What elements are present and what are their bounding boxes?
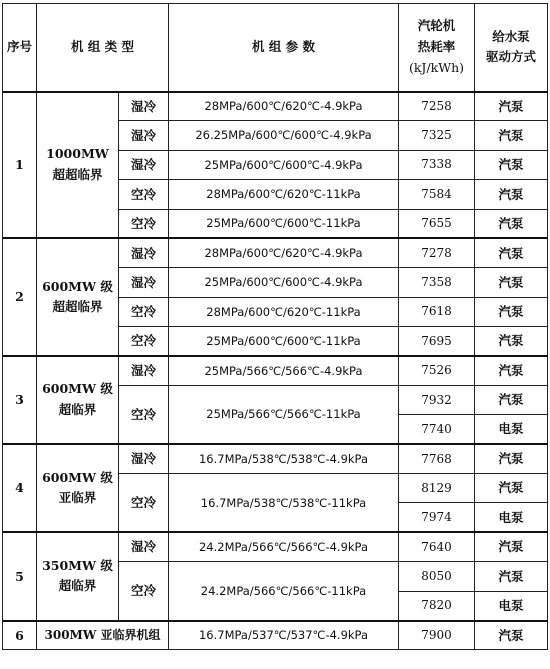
unit-type-line2: 超临界 (58, 402, 97, 418)
pump-drive: 电泵 (475, 415, 548, 444)
header-no: 序号 (3, 4, 37, 92)
pump-drive: 汽泵 (475, 238, 548, 267)
unit-type-line1: 350MW 级 (42, 557, 113, 573)
unit-type-line1: 600MW 级 (42, 381, 113, 397)
pump-drive: 汽泵 (475, 92, 548, 121)
unit-type-line2: 超超临界 (52, 166, 103, 182)
header-heat-rate (399, 4, 475, 92)
group-number: 3 (3, 356, 37, 444)
header-heat-rate-line3: (kJ/kWh) (408, 59, 465, 75)
table-row (3, 356, 548, 385)
unit-params: 28MPa/600℃/620℃-11kPa (169, 180, 399, 209)
pump-drive: 汽泵 (475, 268, 548, 297)
cooling-type: 湿冷 (119, 444, 169, 473)
heat-rate: 8129 (399, 474, 475, 503)
unit-type-line2: 超临界 (58, 578, 97, 594)
pump-drive: 汽泵 (475, 209, 548, 238)
header-unit-type: 机 组 类 型 (37, 4, 169, 92)
unit-type-line2: 超超临界 (52, 299, 103, 315)
heat-rate: 7820 (399, 591, 475, 620)
header-heat-rate-line2: 热耗率 (417, 38, 456, 54)
pump-drive: 汽泵 (475, 444, 548, 473)
group-number: 6 (3, 621, 37, 650)
unit-parameters-table (2, 3, 548, 650)
heat-rate: 7740 (399, 415, 475, 444)
cooling-type: 空冷 (119, 180, 169, 209)
pump-drive: 汽泵 (475, 385, 548, 414)
unit-type-cell (37, 444, 119, 532)
table-row (3, 444, 548, 473)
group-number: 1 (3, 92, 37, 239)
cooling-type: 空冷 (119, 297, 169, 326)
unit-params: 25MPa/600℃/600℃-11kPa (169, 327, 399, 356)
header-pump (475, 4, 548, 92)
table-row (3, 532, 548, 561)
heat-rate: 7358 (399, 268, 475, 297)
heat-rate: 7584 (399, 180, 475, 209)
cooling-type: 空冷 (119, 562, 169, 621)
header-pump-line1: 给水泵 (492, 28, 530, 44)
cooling-type: 湿冷 (119, 150, 169, 179)
unit-type-cell (37, 92, 119, 239)
pump-drive: 汽泵 (475, 327, 548, 356)
heat-rate: 7338 (399, 150, 475, 179)
pump-drive: 汽泵 (475, 562, 548, 591)
heat-rate: 7278 (399, 238, 475, 267)
cooling-type: 湿冷 (119, 532, 169, 561)
cooling-type: 空冷 (119, 474, 169, 533)
heat-rate: 7655 (399, 209, 475, 238)
unit-params: 25MPa/600℃/600℃-4.9kPa (169, 268, 399, 297)
pump-drive: 电泵 (475, 591, 548, 620)
group-number: 4 (3, 444, 37, 532)
table-row (3, 621, 548, 650)
heat-rate: 8050 (399, 562, 475, 591)
group-number: 5 (3, 532, 37, 620)
unit-type-cell (37, 532, 119, 620)
cooling-type: 湿冷 (119, 92, 169, 121)
pump-drive: 汽泵 (475, 121, 548, 150)
unit-type-cell: 300MW 亚临界机组 (37, 621, 169, 650)
unit-params: 24.2MPa/566℃/566℃-11kPa (169, 562, 399, 621)
heat-rate: 7974 (399, 503, 475, 532)
pump-drive: 汽泵 (475, 150, 548, 179)
cooling-type: 湿冷 (119, 268, 169, 297)
unit-params: 28MPa/600℃/620℃-4.9kPa (169, 92, 399, 121)
unit-type-line1: 600MW 级 (42, 469, 113, 485)
header-pump-line2: 驱动方式 (485, 49, 536, 65)
pump-drive: 汽泵 (475, 297, 548, 326)
pump-drive: 汽泵 (475, 532, 548, 561)
header-row (3, 4, 548, 92)
unit-params: 16.7MPa/538℃/538℃-4.9kPa (169, 444, 399, 473)
pump-drive: 汽泵 (475, 356, 548, 385)
heat-rate: 7618 (399, 297, 475, 326)
unit-params: 28MPa/600℃/620℃-4.9kPa (169, 238, 399, 267)
unit-params: 25MPa/600℃/600℃-4.9kPa (169, 150, 399, 179)
cooling-type: 湿冷 (119, 238, 169, 267)
cooling-type: 空冷 (119, 385, 169, 444)
cooling-type: 湿冷 (119, 121, 169, 150)
header-params: 机 组 参 数 (169, 4, 399, 92)
unit-type-line1: 600MW 级 (42, 278, 113, 294)
unit-params: 25MPa/566℃/566℃-4.9kPa (169, 356, 399, 385)
heat-rate: 7325 (399, 121, 475, 150)
heat-rate: 7932 (399, 385, 475, 414)
unit-params: 25MPa/566℃/566℃-11kPa (169, 385, 399, 444)
unit-type-cell (37, 356, 119, 444)
unit-type-line1: 1000MW (46, 146, 109, 162)
heat-rate: 7695 (399, 327, 475, 356)
heat-rate: 7768 (399, 444, 475, 473)
unit-params: 16.7MPa/538℃/538℃-11kPa (169, 474, 399, 533)
heat-rate: 7526 (399, 356, 475, 385)
cooling-type: 空冷 (119, 209, 169, 238)
pump-drive: 汽泵 (475, 621, 548, 650)
pump-drive: 电泵 (475, 503, 548, 532)
heat-rate: 7900 (399, 621, 475, 650)
unit-params: 28MPa/600℃/620℃-11kPa (169, 297, 399, 326)
unit-params: 24.2MPa/566℃/566℃-4.9kPa (169, 532, 399, 561)
group-number: 2 (3, 238, 37, 356)
table-row (3, 92, 548, 121)
unit-type-line2: 亚临界 (58, 490, 97, 506)
unit-params: 26.25MPa/600℃/600℃-4.9kPa (169, 121, 399, 150)
unit-type-cell (37, 238, 119, 356)
pump-drive: 汽泵 (475, 474, 548, 503)
unit-params: 16.7MPa/537℃/537℃-4.9kPa (169, 621, 399, 650)
heat-rate: 7258 (399, 92, 475, 121)
pump-drive: 汽泵 (475, 180, 548, 209)
cooling-type: 空冷 (119, 327, 169, 356)
header-heat-rate-line1: 汽轮机 (417, 18, 456, 34)
heat-rate: 7640 (399, 532, 475, 561)
cooling-type: 湿冷 (119, 356, 169, 385)
table-row (3, 238, 548, 267)
unit-params: 25MPa/600℃/600℃-11kPa (169, 209, 399, 238)
